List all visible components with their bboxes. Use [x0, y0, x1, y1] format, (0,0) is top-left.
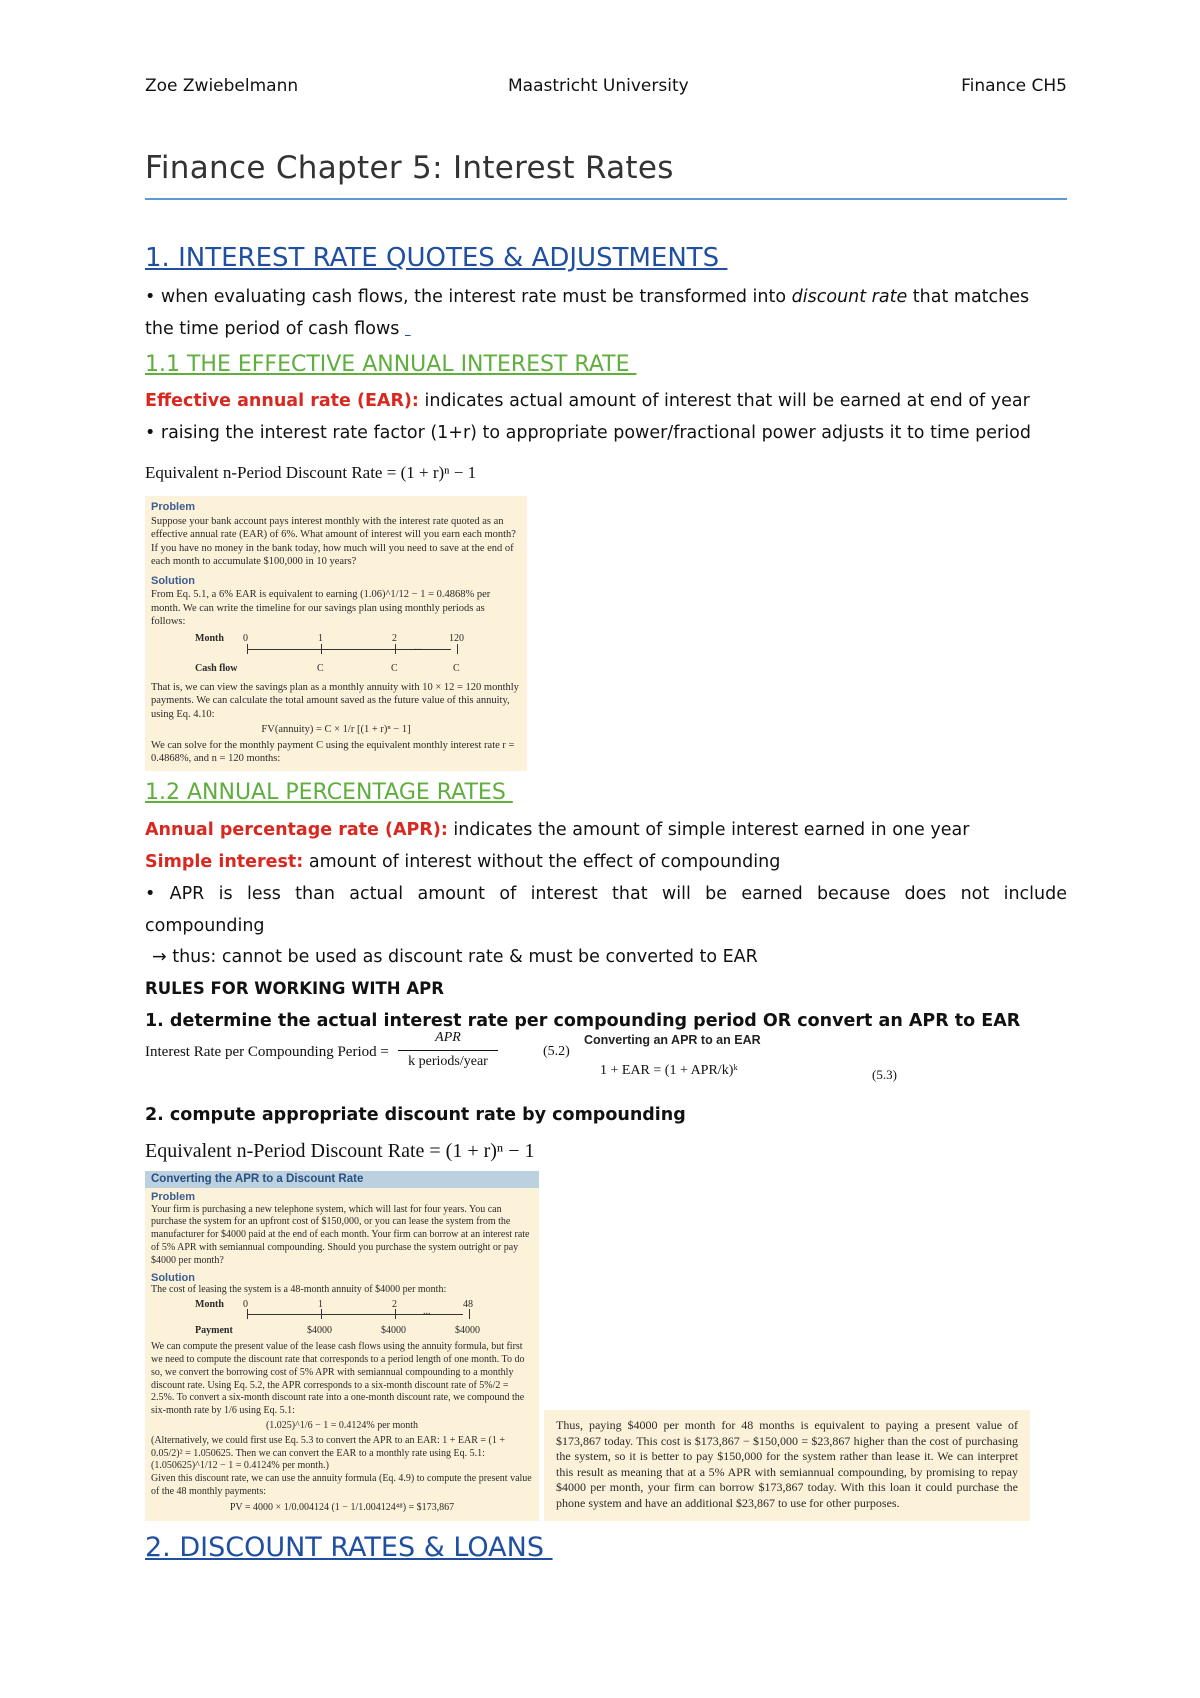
apr-conclusion: → thus: cannot be used as discount rate & must be converted to EAR	[152, 947, 758, 967]
timeline-ellipsis: ...	[414, 641, 422, 653]
timeline-tick-label: 2	[392, 632, 397, 644]
problem-text: Suppose your bank account pays interest monthly with the interest rate quoted as an effective annual rate (EAR) of 6%. What amount of interest will you earn each month? If you have no money in the bank today, how much will you need to save at the end of each month to accumulate $100,000 in 10 years?	[151, 515, 516, 567]
ear-def: indicates actual amount of interest that will be earned at end of year	[418, 391, 1030, 411]
savings-timeline	[151, 629, 521, 681]
pv-explanation: Given this discount rate, we can use the annuity formula (Eq. 4.9) to compute the present value of the 48 monthly payments:	[151, 1473, 532, 1497]
emphasis-discount-rate: discount rate	[791, 287, 908, 307]
timeline-month-label: Month	[195, 1299, 224, 1311]
timeline-payment-label: Payment	[195, 1325, 233, 1337]
annuity-text: That is, we can view the savings plan as a monthly annuity with 10 × 12 = 120 monthly payments. We can calculate the total amount saved as the future value of this annuity, using Eq. 4.10:	[151, 681, 519, 720]
timeline-tick-label: 120	[449, 632, 464, 644]
timeline-flow: C	[317, 662, 324, 674]
formula-5-2-number: (5.2)	[543, 1044, 570, 1059]
example-banner: Converting the APR to a Discount Rate	[145, 1171, 539, 1188]
monthly-rate-equation: (1.025)^1/6 − 1 = 0.4124% per month	[265, 1419, 419, 1431]
bullet-text-end: that matches	[907, 287, 1030, 307]
discount-rate-formula: Equivalent n-Period Discount Rate = (1 + r)ⁿ − 1	[145, 1140, 535, 1162]
timeline-month-label: Month	[195, 632, 224, 644]
section-1-bullet	[145, 281, 1067, 345]
header-author: Zoe Zwiebelmann	[145, 76, 299, 96]
timeline-flow: $4000	[455, 1325, 480, 1337]
rules-heading: RULES FOR WORKING WITH APR	[145, 979, 444, 998]
section-1-2-heading: 1.2 ANNUAL PERCENTAGE RATES	[145, 780, 513, 805]
formula-5-3: 1 + EAR = (1 + APR/k)ᵏ	[600, 1063, 738, 1078]
timeline-tick	[247, 644, 248, 654]
timeline-ellipsis: ...	[423, 1306, 431, 1318]
page-title: Finance Chapter 5: Interest Rates	[145, 150, 674, 186]
timeline-flow: $4000	[381, 1325, 406, 1337]
problem-label: Problem	[151, 1190, 196, 1203]
formula-5-3-number: (5.3)	[872, 1067, 897, 1082]
timeline-tick-label: 48	[463, 1299, 473, 1311]
apr-definition	[145, 814, 1067, 846]
apr-example-box	[145, 1171, 539, 1521]
apr-term: Annual percentage rate (APR):	[145, 820, 448, 840]
timeline-tick-label: 1	[318, 1299, 323, 1311]
simple-interest-def: amount of interest without the effect of compounding	[303, 852, 781, 872]
title-underline	[145, 198, 1067, 200]
rule-2: 2. compute appropriate discount rate by compounding	[145, 1105, 686, 1125]
fv-formula: FV(annuity) = C × 1/r [(1 + r)ⁿ − 1]	[261, 724, 411, 735]
apr-def: indicates the amount of simple interest earned in one year	[447, 820, 970, 840]
timeline-tick	[395, 644, 396, 654]
apr-bullet-line1: • APR is less than actual amount of interest that will be earned because does not include	[145, 884, 1067, 904]
formula-5-2-denominator: k periods/year	[408, 1054, 488, 1069]
timeline-flow: $4000	[307, 1325, 332, 1337]
ear-example-box	[145, 496, 527, 771]
timeline-tick	[457, 644, 458, 654]
rule-1: 1. determine the actual interest rate per compounding period OR convert an APR to EAR	[145, 1011, 1021, 1031]
pv-result: PV = 4000 × 1/0.004124 (1 − 1/1.004124⁴⁸) = $173,867	[229, 1501, 455, 1513]
timeline-tick-label: 1	[318, 632, 323, 644]
converting-apr-label: Converting an APR to an EAR	[584, 1033, 761, 1047]
header-chapter: Finance CH5	[961, 76, 1067, 96]
timeline-axis	[247, 1314, 463, 1315]
timeline-tick-label: 0	[243, 632, 248, 644]
ear-bullet: • raising the interest rate factor (1+r) to appropriate power/fractional power adjusts it to time period	[145, 423, 1031, 443]
problem-text: Your firm is purchasing a new telephone system, which will last for four years. You can purchase the system for an upfront cost of $150,000, or you can lease the system from the manufacturer for $4000 paid at the end of each month. Your firm can borrow at an interest rate of 5% APR with semiannual compounding. Should you purchase the system outright or pay $4000 per month?	[151, 1203, 530, 1266]
timeline-cashflow-label: Cash flow	[195, 662, 238, 674]
apr-bullet-line2: compounding	[145, 916, 265, 936]
ear-term: Effective annual rate (EAR):	[145, 391, 419, 411]
section-1-1-heading: 1.1 THE EFFECTIVE ANNUAL INTEREST RATE	[145, 352, 637, 377]
ear-formula: Equivalent n-Period Discount Rate = (1 + r)ⁿ − 1	[145, 463, 477, 482]
solution-text: From Eq. 5.1, a 6% EAR is equivalent to earning (1.06)^1/12 − 1 = 0.4868% per month. We can write the timeline for our savings plan using monthly periods as follows:	[151, 589, 491, 627]
section-1-heading: 1. INTEREST RATE QUOTES & ADJUSTMENTS	[145, 243, 728, 273]
timeline-flow: C	[391, 662, 398, 674]
timeline-tick-label: 2	[392, 1299, 397, 1311]
timeline-flow: C	[453, 662, 460, 674]
problem-label: Problem	[151, 501, 196, 513]
formula-5-2-numerator: APR	[435, 1030, 461, 1045]
simple-interest-term: Simple interest:	[145, 852, 304, 872]
alternative-explanation: (Alternatively, we could first use Eq. 5.3 to convert the APR to an EAR: 1 + EAR = (1 + 0.05/2)² = 1.050625. Then we can convert the EAR to a monthly rate using Eq. 5.1: (1.050625)^1/12 − 1 = 0.4124% per month.)	[151, 1434, 505, 1472]
bullet-text-line2: the time period of cash flows	[145, 319, 405, 339]
fraction-bar	[398, 1050, 498, 1051]
bullet-text: • when evaluating cash flows, the interest rate must be transformed into	[145, 287, 792, 307]
payment-result	[151, 770, 521, 772]
section-2-heading: 2. DISCOUNT RATES & LOANS	[145, 1532, 553, 1563]
discount-explanation: We can compute the present value of the lease cash flows using the annuity formula, but first we need to compute the discount rate that corresponds to a period length of one month. To do so, we convert the borrowing cost of 5% APR with semiannual compounding to a monthly discount rate. Using Eq. 5.2, the APR corresponds to a six-month discount rate of 5%/2 = 2.5%. To convert a six-month discount rate into a one-month discount rate, we compound the six-month rate by 1/6 using Eq. 5.1:	[151, 1341, 525, 1417]
timeline-tick-label: 0	[243, 1299, 248, 1311]
simple-interest-definition	[145, 846, 1067, 878]
solution-text: The cost of leasing the system is a 48-month annuity of $4000 per month:	[151, 1284, 447, 1296]
solution-label: Solution	[151, 574, 195, 587]
solve-text: We can solve for the monthly payment C using the equivalent monthly interest rate r = 0.4868%, and n = 120 months:	[151, 739, 515, 764]
solution-label: Solution	[151, 1271, 195, 1284]
ear-definition	[145, 385, 1067, 417]
header-university: Maastricht University	[508, 76, 689, 96]
timeline-tick	[321, 644, 322, 654]
lease-timeline	[151, 1297, 533, 1341]
formula-5-2-left: Interest Rate per Compounding Period =	[145, 1044, 389, 1060]
interpretation-box: Thus, paying $4000 per month for 48 months is equivalent to paying a present value of $173,867 today. This cost is $173,867 − $150,000 = $23,867 higher than the cost of purchasing the system, so it is better to pay $150,000 for the system rather than lease it. We can interpret this result as meaning that at a 5% APR with semiannual compounding, by promising to repay $4000 per month, your firm can borrow $173,867 today. With this loan it could purchase the phone system and have an additional $23,867 to use for other purposes.	[544, 1410, 1030, 1521]
